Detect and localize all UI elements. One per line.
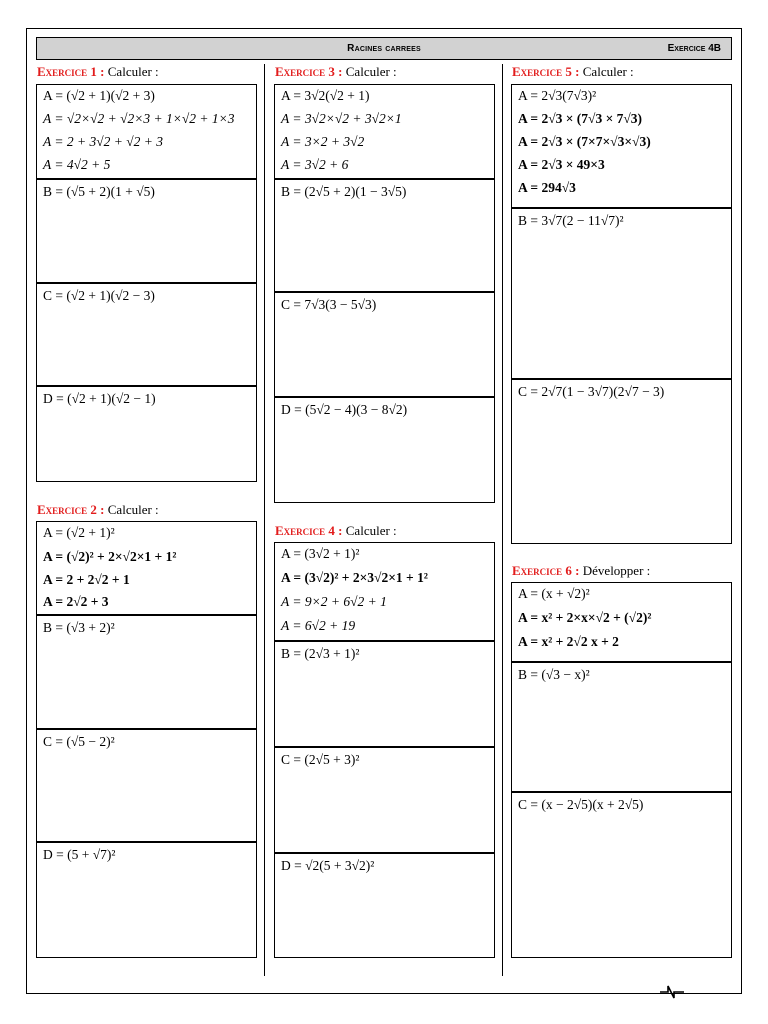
exercise-2-cell-a: [36, 521, 257, 616]
exercise-2-task: Calculer :: [104, 502, 159, 517]
exercise-1-b-line-1: B = (√5 + 2)(1 + √5): [43, 184, 155, 199]
exercise-3-label: Exercice 3 :: [275, 64, 343, 79]
exercise-4-task: Calculer :: [342, 523, 397, 538]
exercise-2-cell-c: [36, 728, 257, 843]
exercise-3-cell-d: [274, 396, 495, 503]
exercise-5-cell-b: [511, 207, 732, 380]
exercise-1-a-line-3: A = 2 + 3√2 + √2 + 3: [43, 134, 164, 149]
exercise-1-c-line-1: C = (√2 + 1)(√2 − 3): [43, 288, 155, 303]
exercise-5-cell-c: [511, 378, 732, 544]
exercise-6-b-line-1: B = (√3 − x)²: [518, 667, 590, 682]
exercise-4-a-line-2: A = (3√2)² + 2×3√2×1 + 1²: [281, 570, 428, 585]
column-divider-1: [264, 64, 265, 976]
exercise-4-cell-a: [274, 542, 495, 642]
exercise-4-b-line-1: B = (2√3 + 1)²: [281, 646, 360, 661]
exercise-3-cell-a: [274, 84, 495, 180]
exercise-3-title: [275, 64, 397, 80]
exercise-5-a-line-2: A = 2√3 × (7√3 × 7√3): [518, 111, 643, 126]
exercise-1-task: Calculer :: [104, 64, 159, 79]
exercise-4-c-line-1: C = (2√5 + 3)²: [281, 752, 360, 767]
exercise-2-a-line-2: A = (√2)² + 2×√2×1 + 1²: [43, 549, 177, 564]
exercise-5-label: Exercice 5 :: [512, 64, 580, 79]
exercise-2-a-line-3: A = 2 + 2√2 + 1: [43, 572, 130, 587]
exercise-6-title: [512, 563, 650, 579]
exercise-3-c-line-1: C = 7√3(3 − 5√3): [281, 297, 377, 312]
exercise-4-cell-d: [274, 852, 495, 958]
exercise-3-b-line-1: B = (2√5 + 2)(1 − 3√5): [281, 184, 407, 199]
exercise-5-a-line-5: A = 294√3: [518, 180, 576, 195]
exercise-1-cell-c: [36, 282, 257, 387]
exercise-4-a-line-1: A = (3√2 + 1)²: [281, 546, 360, 561]
exercise-2-title: [37, 502, 159, 518]
exercise-5-b-line-1: B = 3√7(2 − 11√7)²: [518, 213, 624, 228]
exercise-2-c-line-1: C = (√5 − 2)²: [43, 734, 115, 749]
exercise-4-title: [275, 523, 397, 539]
exercise-3-cell-b: [274, 178, 495, 293]
exercise-2-a-line-4: A = 2√2 + 3: [43, 594, 109, 609]
header-exercise: Exercice 4B: [667, 43, 721, 54]
exercise-2-cell-d: [36, 841, 257, 958]
exercise-1-a-line-2: A = √2×√2 + √2×3 + 1×√2 + 1×3: [43, 111, 235, 126]
exercise-1-d-line-1: D = (√2 + 1)(√2 − 1): [43, 391, 156, 406]
exercise-6-cell-a: [511, 582, 732, 663]
exercise-1-cell-d: [36, 385, 257, 482]
exercise-4-a-line-3: A = 9×2 + 6√2 + 1: [281, 594, 387, 609]
exercise-4-a-line-4: A = 6√2 + 19: [281, 618, 356, 633]
exercise-6-cell-b: [511, 661, 732, 793]
exercise-1-label: Exercice 1 :: [37, 64, 105, 79]
exercise-5-title: [512, 64, 634, 80]
exercise-5-a-line-1: A = 2√3(7√3)²: [518, 88, 597, 103]
exercise-2-cell-b: [36, 614, 257, 730]
exercise-5-c-line-1: C = 2√7(1 − 3√7)(2√7 − 3): [518, 384, 665, 399]
exercise-4-label: Exercice 4 :: [275, 523, 343, 538]
exercise-3-a-line-4: A = 3√2 + 6: [281, 157, 349, 172]
exercise-1-cell-a: [36, 84, 257, 180]
exercise-1-title: [37, 64, 159, 80]
exercise-1-cell-b: [36, 178, 257, 284]
exercise-6-c-line-1: C = (x − 2√5)(x + 2√5): [518, 797, 644, 812]
exercise-3-a-line-3: A = 3×2 + 3√2: [281, 134, 365, 149]
page-corner-mark: [660, 984, 684, 1000]
exercise-6-a-line-2: A = x² + 2×x×√2 + (√2)²: [518, 610, 652, 625]
exercise-2-b-line-1: B = (√3 + 2)²: [43, 620, 115, 635]
page-header: [36, 37, 732, 60]
exercise-6-a-line-3: A = x² + 2√2 x + 2: [518, 634, 619, 649]
exercise-2-a-line-1: A = (√2 + 1)²: [43, 525, 115, 540]
exercise-5-a-line-3: A = 2√3 × (7×7×√3×√3): [518, 134, 651, 149]
exercise-1-a-line-1: A = (√2 + 1)(√2 + 3): [43, 88, 155, 103]
exercise-4-cell-c: [274, 746, 495, 854]
exercise-3-task: Calculer :: [342, 64, 397, 79]
exercise-1-a-line-4: A = 4√2 + 5: [43, 157, 111, 172]
exercise-6-cell-c: [511, 791, 732, 958]
exercise-4-cell-b: [274, 640, 495, 748]
exercise-5-cell-a: [511, 84, 732, 209]
exercise-5-a-line-4: A = 2√3 × 49×3: [518, 157, 605, 172]
exercise-3-d-line-1: D = (5√2 − 4)(3 − 8√2): [281, 402, 408, 417]
exercise-2-d-line-1: D = (5 + √7)²: [43, 847, 116, 862]
header-title: Racines carrees: [347, 43, 421, 54]
exercise-3-a-line-2: A = 3√2×√2 + 3√2×1: [281, 111, 402, 126]
exercise-6-label: Exercice 6 :: [512, 563, 580, 578]
exercise-5-task: Calculer :: [579, 64, 634, 79]
exercise-2-label: Exercice 2 :: [37, 502, 105, 517]
exercise-4-d-line-1: D = √2(5 + 3√2)²: [281, 858, 375, 873]
exercise-6-a-line-1: A = (x + √2)²: [518, 586, 590, 601]
exercise-6-task: Développer :: [579, 563, 651, 578]
column-divider-2: [502, 64, 503, 976]
exercise-3-a-line-1: A = 3√2(√2 + 1): [281, 88, 370, 103]
exercise-3-cell-c: [274, 291, 495, 398]
